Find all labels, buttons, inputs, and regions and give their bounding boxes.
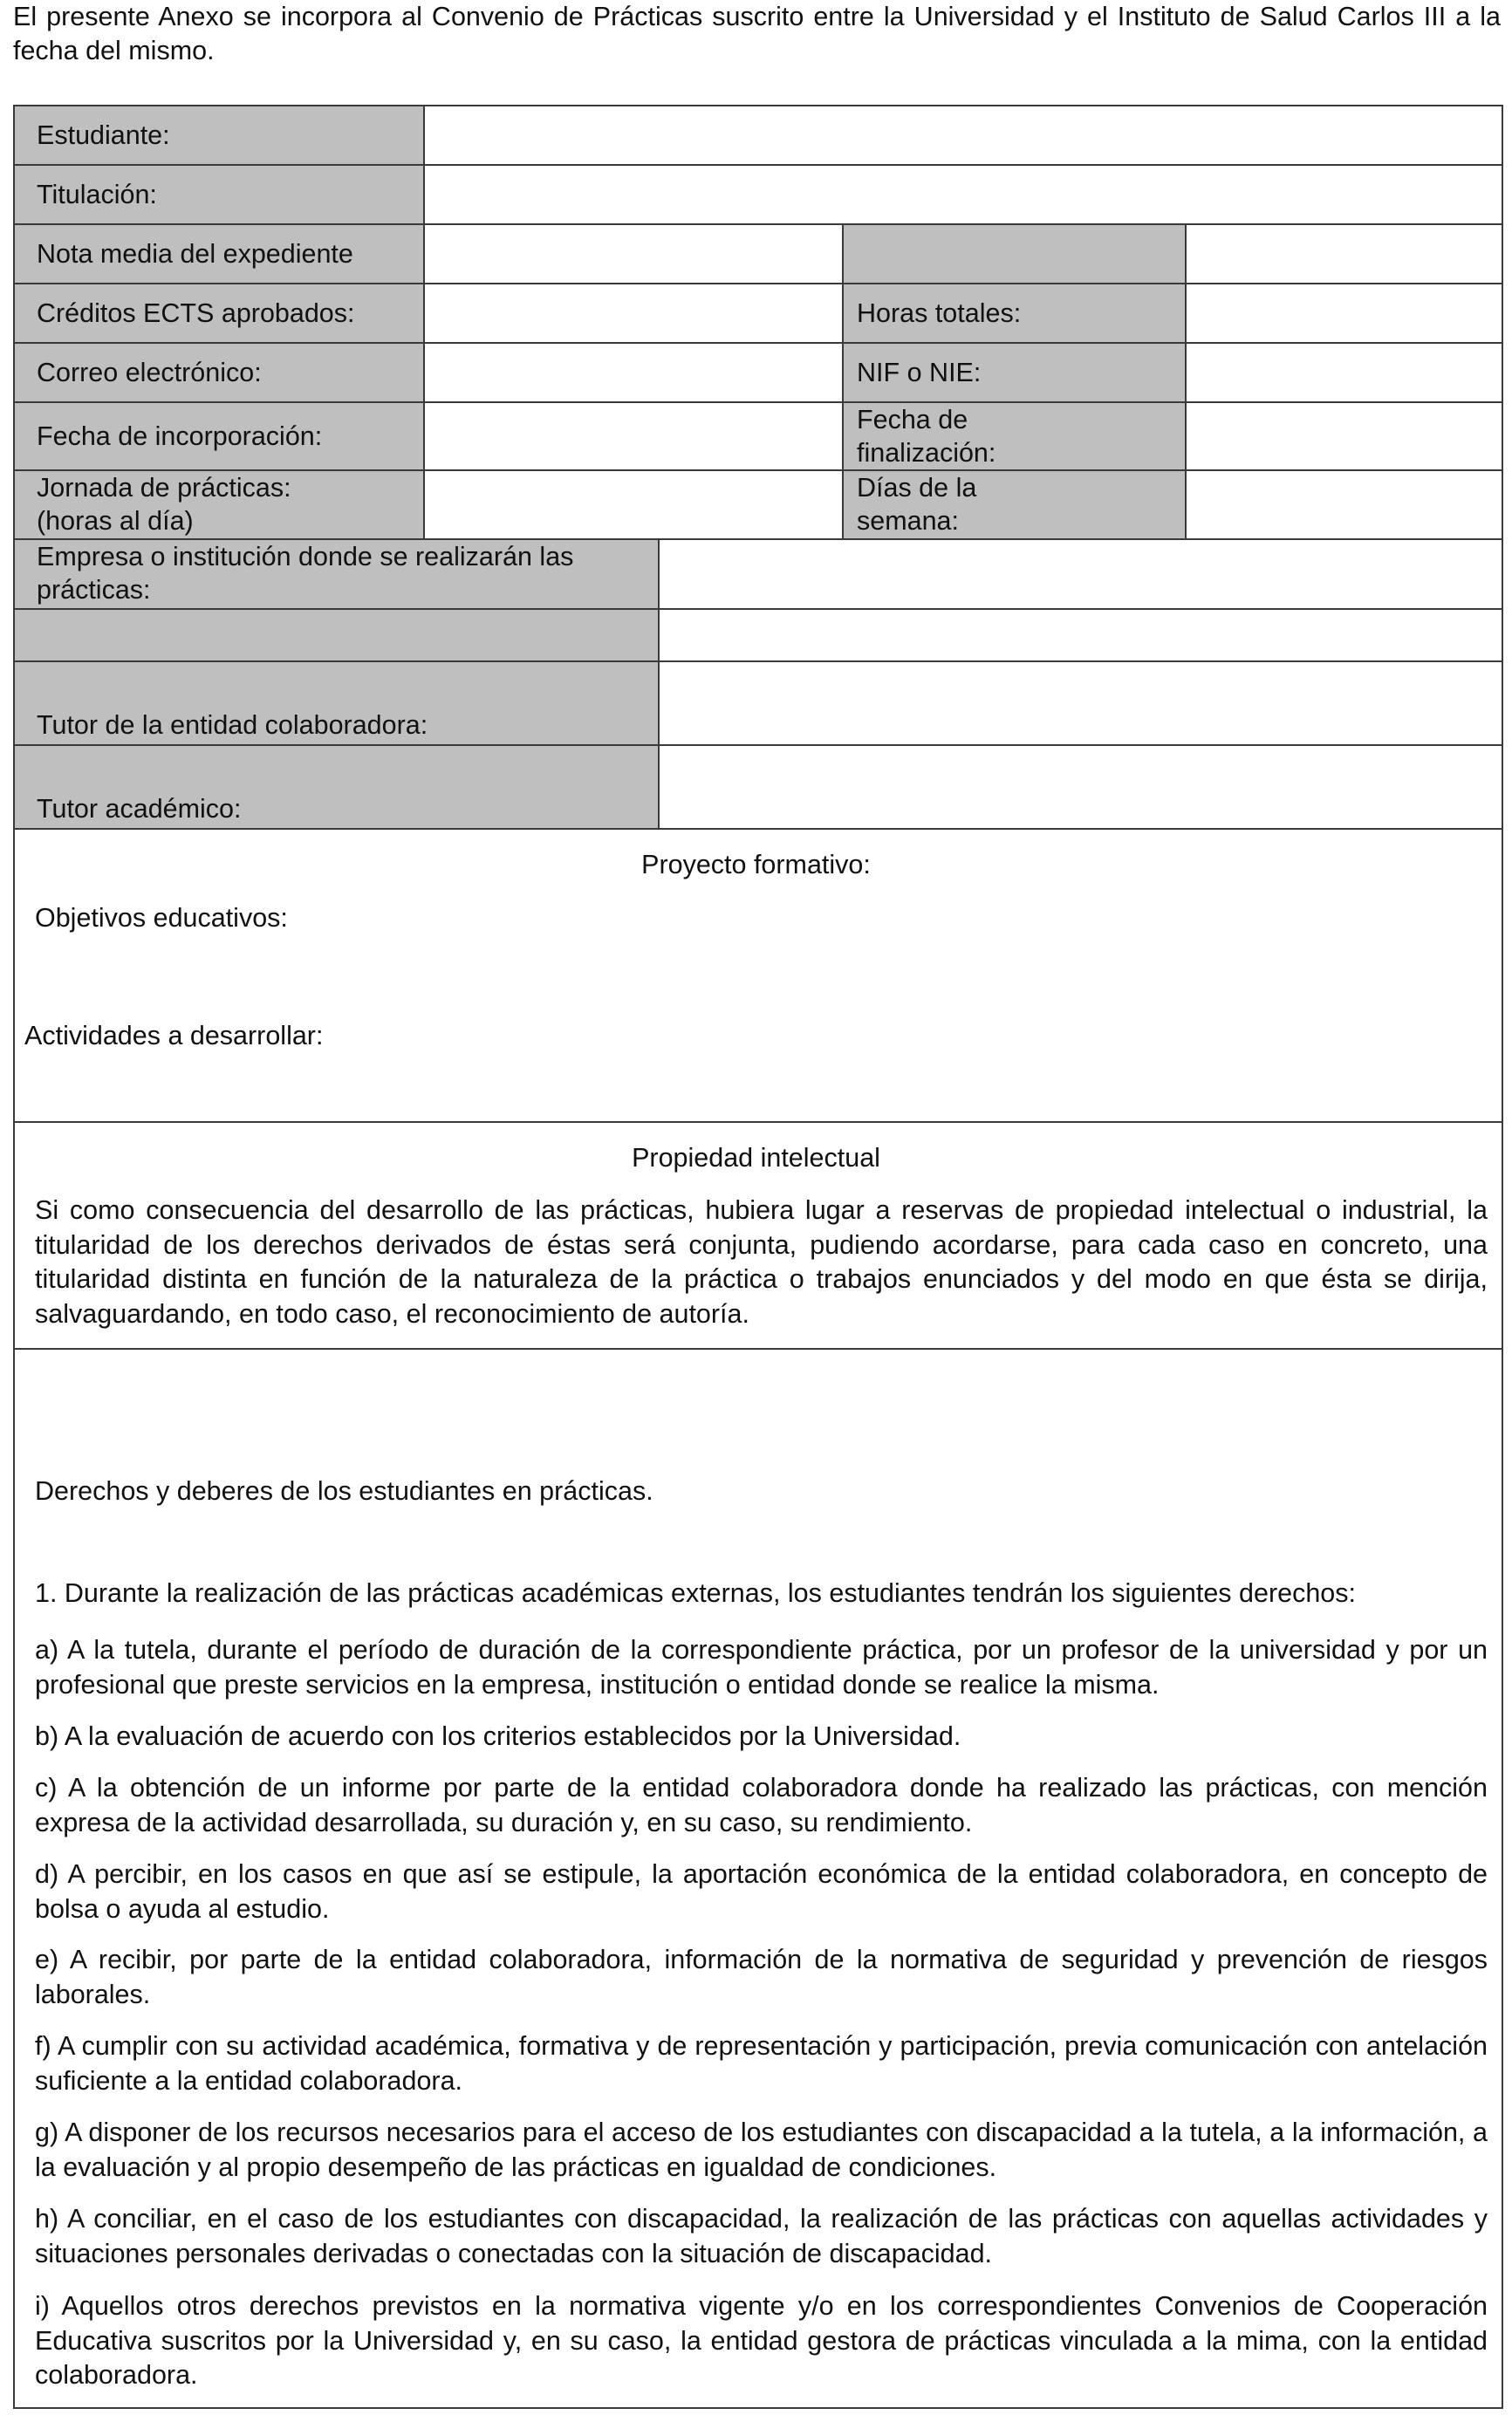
derechos-title: Derechos y deberes de los estudiantes en prácticas. bbox=[35, 1476, 653, 1506]
field-empresa-extra[interactable] bbox=[660, 610, 1502, 660]
grid-line bbox=[423, 105, 425, 540]
label-correo: Correo electrónico: bbox=[15, 344, 423, 401]
label-fecha-finalizacion: Fecha de finalización: bbox=[844, 403, 1185, 469]
label-nota-blank bbox=[844, 225, 1185, 283]
field-creditos-ects[interactable] bbox=[425, 284, 842, 342]
field-tutor-academico[interactable] bbox=[660, 746, 1502, 828]
derechos-item: i) Aquellos otros derechos previstos en la normativa vigente y/o en los correspondientes Convenios de Cooperación Educativa suscritos por la Universidad y, en su caso, la entidad gestora de prácticas vinculada a la mima, con la entidad colaboradora. bbox=[35, 2291, 1488, 2391]
derechos-item: d) A percibir, en los casos en que así se estipule, la aportación económica de la entidad colaboradora, en concepto de bolsa o ayuda al estudio. bbox=[35, 1859, 1488, 1924]
field-correo[interactable] bbox=[425, 344, 842, 401]
label-nif: NIF o NIE: bbox=[844, 344, 1185, 401]
field-dias-semana[interactable] bbox=[1187, 471, 1502, 538]
field-nota-media[interactable] bbox=[425, 225, 842, 283]
derechos-item: c) A la obtención de un informe por parte de la entidad colaboradora donde ha realizado las prácticas, con mención expresa de la actividad desarrollada, su duración y, en su caso, su rendimiento. bbox=[35, 1773, 1488, 1837]
grid-line bbox=[13, 660, 1503, 662]
field-horas-totales[interactable] bbox=[1187, 284, 1502, 342]
field-fecha-finalizacion[interactable] bbox=[1187, 403, 1502, 469]
label-tutor-entidad: Tutor de la entidad colaboradora: bbox=[15, 662, 658, 744]
label-dias-semana: Días de la semana: bbox=[844, 471, 1185, 538]
label-empresa: Empresa o institución donde se realizarán las prácticas: bbox=[15, 540, 658, 608]
field-tutor-entidad[interactable] bbox=[660, 662, 1502, 744]
field-fecha-incorporacion[interactable] bbox=[425, 403, 842, 469]
grid-line bbox=[13, 608, 1503, 610]
derechos-item: f) A cumplir con su actividad académica, formativa y de representación y participación, previa comunicación con antelación suficiente a la entidad colaboradora. bbox=[35, 2031, 1488, 2096]
grid-line bbox=[1185, 223, 1187, 540]
derechos-item: g) A disponer de los recursos necesarios para el acceso de los estudiantes con discapacidad a la tutela, a la información, a la evaluación y al propio desempeño de las prácticas en igualdad de condiciones. bbox=[35, 2118, 1488, 2182]
derechos-item: b) A la evaluación de acuerdo con los criterios establecidos por la Universidad. bbox=[35, 1721, 961, 1751]
label-tutor-academico: Tutor académico: bbox=[15, 746, 658, 828]
grid-line bbox=[13, 828, 1503, 830]
field-jornada[interactable] bbox=[425, 471, 842, 538]
grid-line bbox=[658, 538, 660, 830]
derechos-intro: 1. Durante la realización de las prácticas académicas externas, los estudiantes tendrán los siguientes derechos: bbox=[35, 1578, 1356, 1608]
grid-line bbox=[13, 223, 1503, 225]
field-empresa[interactable] bbox=[660, 540, 1502, 608]
grid-line bbox=[13, 1348, 1503, 1350]
objetivos-educativos-label: Objetivos educativos: bbox=[35, 903, 288, 933]
grid-line bbox=[842, 223, 844, 540]
propiedad-intelectual-title: Propiedad intelectual bbox=[632, 1143, 880, 1173]
intro-paragraph: El presente Anexo se incorpora al Convenio de Prácticas suscrito entre la Universidad y el Instituto de Salud Carlos III a la fecha del mismo. bbox=[13, 2, 1501, 65]
label-creditos-ects: Créditos ECTS aprobados: bbox=[15, 284, 423, 342]
label-empresa-blank bbox=[15, 610, 658, 660]
propiedad-intelectual-text: Si como consecuencia del desarrollo de las prácticas, hubiera lugar a reservas de propiedad intelectual o industrial, la titularidad de los derechos derivados de éstas será conjunta, pudiendo acordarse, para cada caso en concreto, una titularidad distinta en función de la naturaleza de la práctica o trabajos enunciados y del modo en que ésta se dirija, salvaguardando, en todo caso, el reconocimiento de autoría. bbox=[35, 1195, 1488, 1329]
grid-line bbox=[13, 342, 1503, 344]
derechos-item: a) A la tutela, durante el período de duración de la correspondiente práctica, por un profesor de la universidad y por un profesional que preste servicios en la empresa, institución o entidad donde se realice la misma. bbox=[35, 1635, 1488, 1700]
field-titulacion[interactable] bbox=[425, 166, 1502, 223]
grid-line bbox=[13, 538, 1503, 540]
label-fecha-incorporacion: Fecha de incorporación: bbox=[15, 403, 423, 469]
field-nota-extra[interactable] bbox=[1187, 225, 1502, 283]
label-horas-totales: Horas totales: bbox=[844, 284, 1185, 342]
label-nota-media: Nota media del expediente bbox=[15, 225, 423, 283]
field-nif[interactable] bbox=[1187, 344, 1502, 401]
derechos-item: e) A recibir, por parte de la entidad colaboradora, información de la normativa de seguridad y prevención de riesgos laborales. bbox=[35, 1945, 1488, 2009]
grid-line bbox=[13, 283, 1503, 284]
grid-line bbox=[13, 469, 1503, 471]
grid-line bbox=[13, 401, 1503, 403]
derechos-item: h) A conciliar, en el caso de los estudiantes con discapacidad, la realización de las prácticas con aquellas actividades y situaciones personales derivadas o conectadas con la situación de discapacidad. bbox=[35, 2204, 1488, 2268]
proyecto-formativo-title: Proyecto formativo: bbox=[641, 850, 871, 879]
actividades-label: Actividades a desarrollar: bbox=[24, 1021, 324, 1050]
grid-line bbox=[13, 744, 1503, 746]
label-titulacion: Titulación: bbox=[15, 166, 423, 223]
grid-line bbox=[13, 164, 1503, 166]
grid-line bbox=[13, 1121, 1503, 1123]
field-estudiante[interactable] bbox=[425, 106, 1502, 164]
label-estudiante: Estudiante: bbox=[15, 106, 423, 164]
label-jornada: Jornada de prácticas: (horas al día) bbox=[15, 471, 423, 538]
